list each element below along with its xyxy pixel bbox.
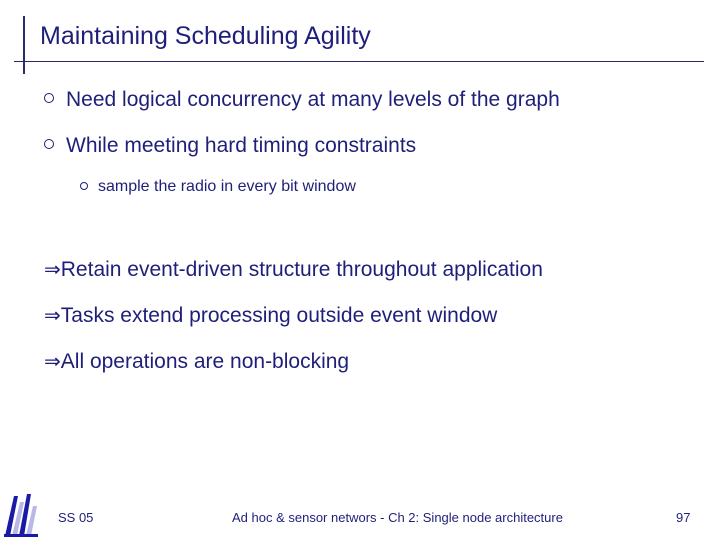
implies-arrow-icon: ⇒ <box>44 349 61 373</box>
bullet-text: While meeting hard timing constraints <box>66 134 417 157</box>
implication-text: All operations are non-blocking <box>60 350 350 373</box>
bullet-dot-icon <box>80 182 88 190</box>
footer-chapter: Ad hoc & sensor networs - Ch 2: Single node architecture <box>232 510 563 525</box>
implies-arrow-icon: ⇒ <box>44 257 61 281</box>
bullet-item <box>44 88 560 112</box>
sub-bullet-item <box>80 178 356 196</box>
slide-title: Maintaining Scheduling Agility <box>40 22 371 50</box>
implies-arrow-icon: ⇒ <box>44 303 61 327</box>
university-logo-icon <box>2 492 40 538</box>
sub-bullet-text: sample the radio in every bit window <box>98 178 356 195</box>
title-horizontal-rule <box>14 61 704 62</box>
implication-text: Tasks extend processing outside event window <box>60 304 498 327</box>
bullet-dot-icon <box>44 93 54 103</box>
implication-item <box>44 257 543 282</box>
bullet-item <box>44 134 416 158</box>
bullet-text: Need logical concurrency at many levels of the graph <box>66 88 560 111</box>
bullet-dot-icon <box>44 139 54 149</box>
footer-course: SS 05 <box>58 510 94 525</box>
implication-item <box>44 303 497 328</box>
footer-page-number: 97 <box>676 510 691 525</box>
implication-text: Retain event-driven structure throughout application <box>60 258 543 281</box>
title-vertical-rule <box>23 16 25 74</box>
implication-item <box>44 349 349 374</box>
